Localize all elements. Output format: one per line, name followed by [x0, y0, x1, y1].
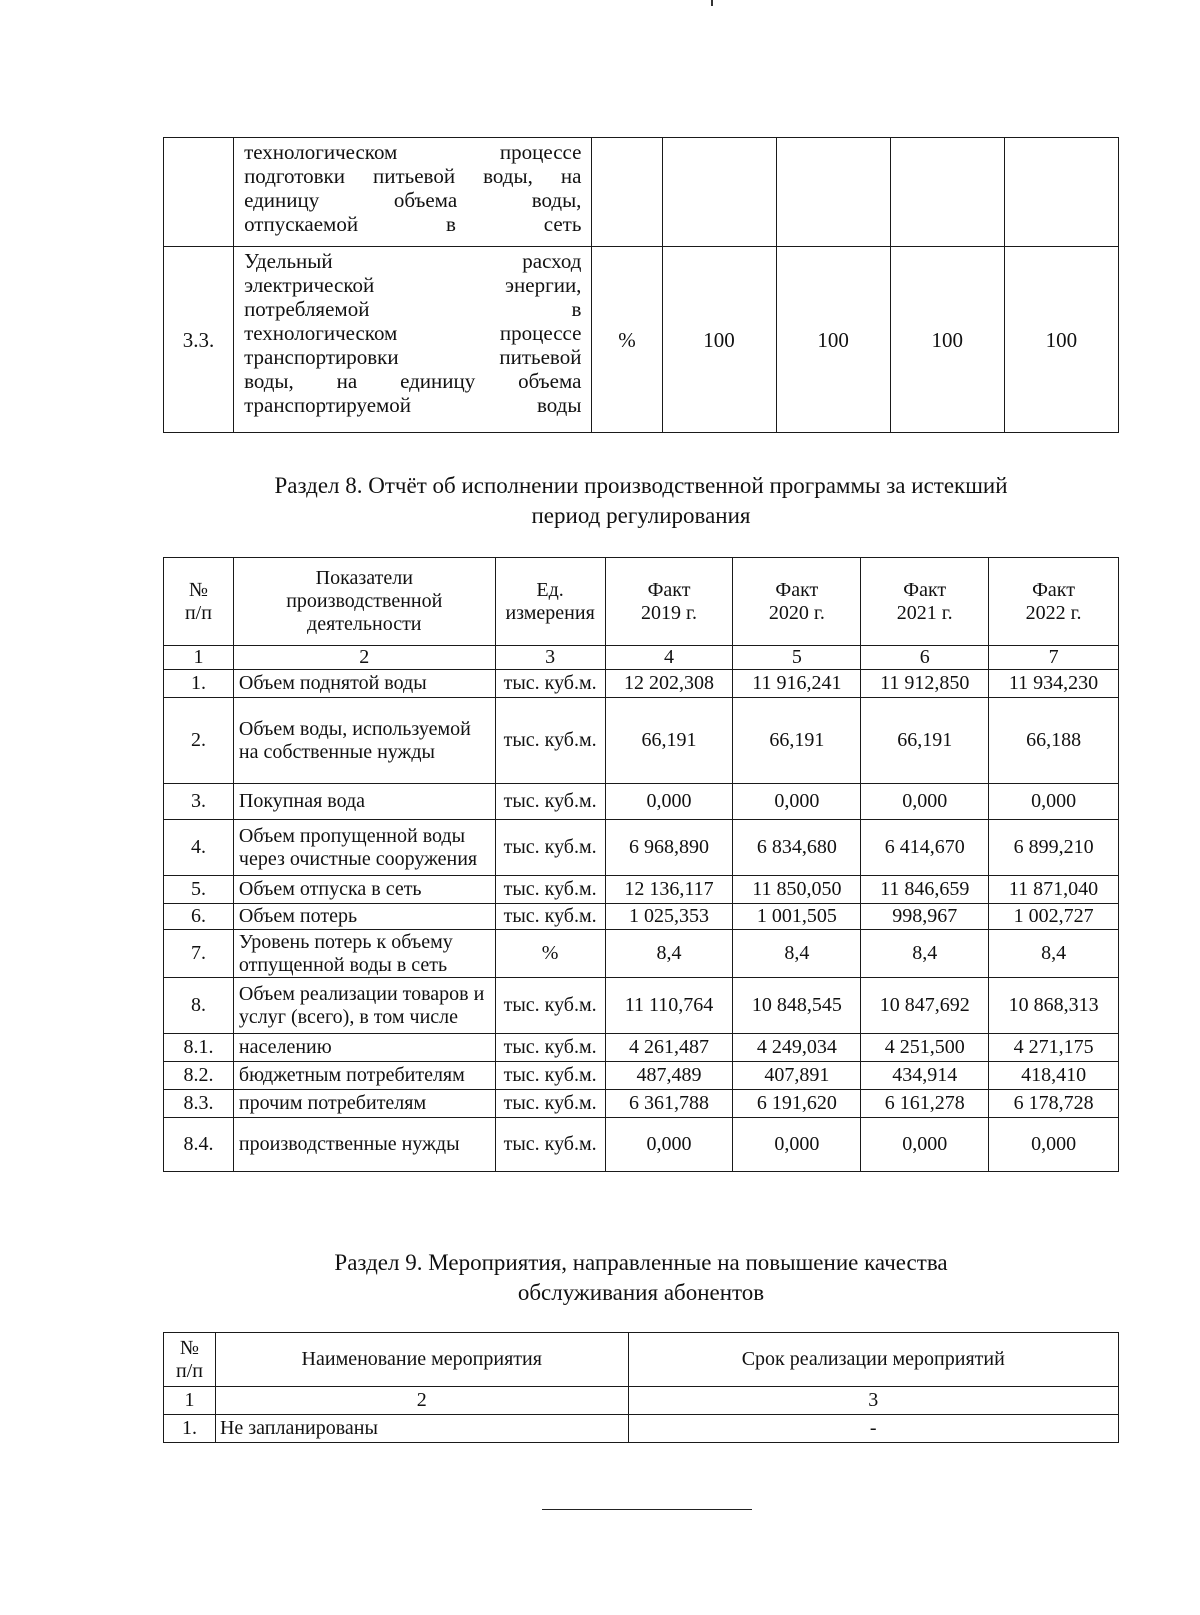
value-2021: 6 414,670: [861, 820, 989, 876]
table-header-row: [164, 1333, 1119, 1387]
section-9-title-line1: Раздел 9. Мероприятия, направленные на повышение качества: [334, 1250, 948, 1275]
row-number: 3.: [164, 784, 234, 820]
value-2021: 434,914: [861, 1062, 989, 1090]
value-cell: 100: [662, 247, 776, 433]
col-number: 5: [733, 646, 861, 670]
value-cell: [662, 138, 776, 247]
unit-cell: тыс. куб.м.: [495, 698, 605, 784]
value-2022: 1 002,727: [989, 904, 1119, 930]
top-edge-mark: [711, 0, 713, 6]
table-row: [164, 1062, 1119, 1090]
unit-cell: [592, 138, 662, 247]
section-8-title-line2: период регулирования: [531, 503, 751, 528]
section-9-title-line2: обслуживания абонентов: [517, 1280, 765, 1305]
table-row: [164, 784, 1119, 820]
value-2019: 6 968,890: [605, 820, 733, 876]
unit-cell: тыс. куб.м.: [495, 670, 605, 698]
value-2020: 10 848,545: [733, 978, 861, 1034]
value-2019: 487,489: [605, 1062, 733, 1090]
value-2022: 6 899,210: [989, 820, 1119, 876]
section-9-heading: [163, 1248, 1119, 1308]
footer-divider: [542, 1509, 752, 1510]
value-2019: 6 361,788: [605, 1090, 733, 1118]
table-row: [164, 138, 1119, 247]
column-number-row: [164, 646, 1119, 670]
indicator-name: населению: [233, 1034, 495, 1062]
header-no: № п/п: [164, 1333, 216, 1387]
indicator-name: Объем потерь: [233, 904, 495, 930]
indicator-name: Покупная вода: [233, 784, 495, 820]
table-row: [164, 820, 1119, 876]
value-2021: 8,4: [861, 930, 989, 978]
column-number-row: [164, 1387, 1119, 1415]
unit-cell: тыс. куб.м.: [495, 784, 605, 820]
table-row: [164, 670, 1119, 698]
value-2019: 1 025,353: [605, 904, 733, 930]
unit-cell: тыс. куб.м.: [495, 978, 605, 1034]
value-2019: 66,191: [605, 698, 733, 784]
unit-cell: %: [495, 930, 605, 978]
col-number: 3: [628, 1387, 1118, 1415]
header-2020: Факт 2020 г.: [733, 558, 861, 646]
value-2019: 0,000: [605, 784, 733, 820]
value-2019: 4 261,487: [605, 1034, 733, 1062]
col-number: 1: [164, 1387, 216, 1415]
header-2021: Факт 2021 г.: [861, 558, 989, 646]
indicator-name: прочим потребителям: [233, 1090, 495, 1118]
value-2021: 0,000: [861, 1118, 989, 1172]
table-row: [164, 978, 1119, 1034]
table-row: [164, 876, 1119, 904]
row-number: 1.: [164, 1415, 216, 1443]
col-number: 2: [215, 1387, 628, 1415]
indicator-name: Удельный расход электрической энергии, потребляемой в технологическом процессе транспортировки питьевой воды, на единицу объема транспортируемой воды: [234, 247, 592, 433]
value-cell: 100: [776, 247, 890, 433]
section-8-title-line1: Раздел 8. Отчёт об исполнении производственной программы за истекший: [274, 473, 1008, 498]
value-2022: 418,410: [989, 1062, 1119, 1090]
unit-cell: тыс. куб.м.: [495, 1118, 605, 1172]
indicator-name: Уровень потерь к объему отпущенной воды в сеть: [233, 930, 495, 978]
col-number: 1: [164, 646, 234, 670]
value-2020: 6 191,620: [733, 1090, 861, 1118]
value-cell: [1004, 138, 1118, 247]
value-cell: [776, 138, 890, 247]
table-row: [164, 247, 1119, 433]
value-2021: 6 161,278: [861, 1090, 989, 1118]
prev-indicators-table: [163, 137, 1119, 433]
row-number: 8.3.: [164, 1090, 234, 1118]
header-indicator: Показатели производственной деятельности: [233, 558, 495, 646]
row-number: 7.: [164, 930, 234, 978]
unit-cell: тыс. куб.м.: [495, 1062, 605, 1090]
value-2019: 12 136,117: [605, 876, 733, 904]
value-2021: 0,000: [861, 784, 989, 820]
col-number: 6: [861, 646, 989, 670]
value-2022: 6 178,728: [989, 1090, 1119, 1118]
row-number: 8.2.: [164, 1062, 234, 1090]
table-row: [164, 1415, 1119, 1443]
value-2022: 0,000: [989, 1118, 1119, 1172]
row-number: 8.1.: [164, 1034, 234, 1062]
table-row: [164, 1118, 1119, 1172]
value-2020: 66,191: [733, 698, 861, 784]
table-row: [164, 698, 1119, 784]
table-row: [164, 1034, 1119, 1062]
unit-cell: тыс. куб.м.: [495, 1090, 605, 1118]
unit-cell: тыс. куб.м.: [495, 876, 605, 904]
value-2020: 6 834,680: [733, 820, 861, 876]
header-no: № п/п: [164, 558, 234, 646]
header-measure-name: Наименование мероприятия: [215, 1333, 628, 1387]
value-2021: 11 912,850: [861, 670, 989, 698]
col-number: 7: [989, 646, 1119, 670]
table-row: [164, 1090, 1119, 1118]
value-2022: 11 871,040: [989, 876, 1119, 904]
report-table-body: [164, 670, 1119, 1172]
value-2021: 11 846,659: [861, 876, 989, 904]
col-number: 2: [233, 646, 495, 670]
row-number: 8.4.: [164, 1118, 234, 1172]
col-number: 3: [495, 646, 605, 670]
indicator-name: производственные нужды: [233, 1118, 495, 1172]
value-2021: 4 251,500: [861, 1034, 989, 1062]
row-number: 5.: [164, 876, 234, 904]
row-number: 3.3.: [164, 247, 234, 433]
header-term: Срок реализации мероприятий: [628, 1333, 1118, 1387]
value-2020: 8,4: [733, 930, 861, 978]
production-program-report-table: [163, 557, 1119, 1172]
header-2022: Факт 2022 г.: [989, 558, 1119, 646]
table-row: [164, 904, 1119, 930]
value-cell: 100: [890, 247, 1004, 433]
value-2020: 1 001,505: [733, 904, 861, 930]
value-2019: 11 110,764: [605, 978, 733, 1034]
value-2022: 8,4: [989, 930, 1119, 978]
value-2022: 0,000: [989, 784, 1119, 820]
value-2020: 4 249,034: [733, 1034, 861, 1062]
value-2020: 11 916,241: [733, 670, 861, 698]
service-quality-measures-table: [163, 1332, 1119, 1443]
row-number: 2.: [164, 698, 234, 784]
indicator-name: Объем поднятой воды: [233, 670, 495, 698]
header-unit: Ед. измерения: [495, 558, 605, 646]
value-2019: 0,000: [605, 1118, 733, 1172]
indicator-name: Объем воды, используемой на собственные нужды: [233, 698, 495, 784]
measure-name: Не запланированы: [215, 1415, 628, 1443]
value-2019: 8,4: [605, 930, 733, 978]
header-2019: Факт 2019 г.: [605, 558, 733, 646]
unit-cell: %: [592, 247, 662, 433]
value-2021: 998,967: [861, 904, 989, 930]
value-2022: 66,188: [989, 698, 1119, 784]
indicator-name: бюджетным потребителям: [233, 1062, 495, 1090]
row-number: 8.: [164, 978, 234, 1034]
row-number: [164, 138, 234, 247]
indicator-name: Объем пропущенной воды через очистные сооружения: [233, 820, 495, 876]
unit-cell: тыс. куб.м.: [495, 1034, 605, 1062]
value-2020: 407,891: [733, 1062, 861, 1090]
section-8-heading: [163, 471, 1119, 531]
value-2020: 11 850,050: [733, 876, 861, 904]
value-2021: 66,191: [861, 698, 989, 784]
indicator-name: технологическом процессе подготовки питьевой воды, на единицу объема воды, отпускаемой в сеть: [234, 138, 592, 247]
table-row: [164, 930, 1119, 978]
value-2020: 0,000: [733, 784, 861, 820]
table-header-row: [164, 558, 1119, 646]
row-number: 4.: [164, 820, 234, 876]
value-cell: 100: [1004, 247, 1118, 433]
measure-term: -: [628, 1415, 1118, 1443]
unit-cell: тыс. куб.м.: [495, 820, 605, 876]
indicator-name: Объем реализации товаров и услуг (всего), в том числе: [233, 978, 495, 1034]
value-2020: 0,000: [733, 1118, 861, 1172]
value-2019: 12 202,308: [605, 670, 733, 698]
value-2021: 10 847,692: [861, 978, 989, 1034]
value-cell: [890, 138, 1004, 247]
col-number: 4: [605, 646, 733, 670]
indicator-name: Объем отпуска в сеть: [233, 876, 495, 904]
row-number: 6.: [164, 904, 234, 930]
value-2022: 10 868,313: [989, 978, 1119, 1034]
value-2022: 11 934,230: [989, 670, 1119, 698]
value-2022: 4 271,175: [989, 1034, 1119, 1062]
row-number: 1.: [164, 670, 234, 698]
unit-cell: тыс. куб.м.: [495, 904, 605, 930]
